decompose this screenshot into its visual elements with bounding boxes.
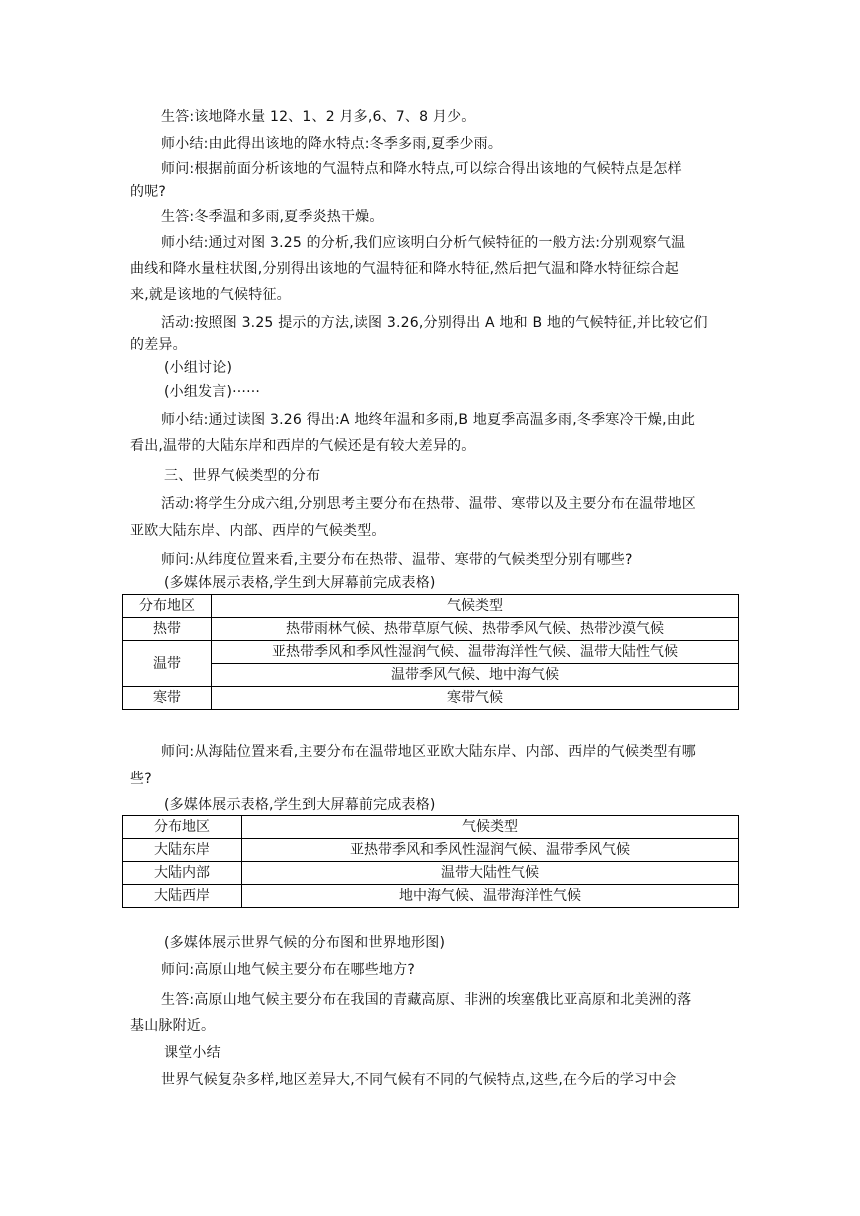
table-row: [123, 885, 739, 908]
table-cell: 大陆内部: [123, 862, 242, 885]
table-header-cell: 分布地区: [123, 595, 212, 618]
paragraph-line: 的呢?: [130, 184, 167, 200]
table-cell: 热带: [123, 618, 212, 641]
table-row: [123, 641, 739, 664]
table-cell: 温带大陆性气候: [242, 862, 739, 885]
paragraph-line: (小组讨论): [164, 360, 233, 376]
table-row: [123, 664, 739, 687]
table-header-row: [123, 816, 739, 839]
paragraph-line: (多媒体展示世界气候的分布图和世界地形图): [164, 935, 446, 951]
paragraph-line: 生答:该地降水量 12、1、2 月多,6、7、8 月少。: [161, 109, 476, 125]
section-heading: 课堂小结: [164, 1045, 221, 1061]
paragraph-line: 师小结:通过读图 3.26 得出:A 地终年温和多雨,B 地夏季高温多雨,冬季寒冷干燥,由此: [161, 412, 696, 428]
paragraph-line: 来,就是该地的气候特征。: [130, 287, 291, 303]
paragraph-line: 看出,温带的大陆东岸和西岸的气候还是有较大差异的。: [130, 438, 476, 454]
table-header-row: [123, 595, 739, 618]
section-heading: 三、世界气候类型的分布: [164, 468, 321, 484]
table-cell: 寒带气候: [212, 687, 739, 710]
paragraph-line: 些?: [130, 771, 152, 787]
paragraph-line: (多媒体展示表格,学生到大屏幕前完成表格): [164, 575, 436, 591]
table-cell: 亚热带季风和季风性湿润气候、温带海洋性气候、温带大陆性气候: [212, 641, 739, 664]
table-row: [123, 618, 739, 641]
paragraph-line: 活动:按照图 3.25 提示的方法,读图 3.26,分别得出 A 地和 B 地的气候特征,并比较它们: [161, 315, 708, 331]
table-cell: 温带季风气候、地中海气候: [212, 664, 739, 687]
table-row: [123, 839, 739, 862]
table-row: [123, 687, 739, 710]
paragraph-line: 师小结:由此得出该地的降水特点:冬季多雨,夏季少雨。: [161, 136, 503, 152]
paragraph-line: 的差异。: [130, 337, 187, 353]
table-header-cell: 分布地区: [123, 816, 242, 839]
table-row: [123, 862, 739, 885]
table-cell: 地中海气候、温带海洋性气候: [242, 885, 739, 908]
table-header-cell: 气候类型: [242, 816, 739, 839]
paragraph-line: 基山脉附近。: [130, 1018, 216, 1034]
climate-table-latitude: [122, 594, 739, 710]
table-cell: 温带: [123, 641, 212, 687]
paragraph-line: 活动:将学生分成六组,分别思考主要分布在热带、温带、寒带以及主要分布在温带地区: [161, 496, 696, 512]
paragraph-line: 师小结:通过对图 3.25 的分析,我们应该明白分析气候特征的一般方法:分别观察气温: [161, 235, 686, 251]
table-header-cell: 气候类型: [212, 595, 739, 618]
table-cell: 寒带: [123, 687, 212, 710]
table-cell: 大陆西岸: [123, 885, 242, 908]
paragraph-line: 师问:高原山地气候主要分布在哪些地方?: [161, 962, 415, 978]
paragraph-line: 师问:从海陆位置来看,主要分布在温带地区亚欧大陆东岸、内部、西岸的气候类型有哪: [161, 744, 696, 760]
table-cell: 热带雨林气候、热带草原气候、热带季风气候、热带沙漠气候: [212, 618, 739, 641]
table-cell: 亚热带季风和季风性湿润气候、温带季风气候: [242, 839, 739, 862]
paragraph-line: 师问:根据前面分析该地的气温特点和降水特点,可以综合得出该地的气候特点是怎样: [161, 161, 682, 177]
paragraph-line: 曲线和降水量柱状图,分别得出该地的气温特征和降水特征,然后把气温和降水特征综合起: [130, 261, 679, 277]
paragraph-line: 生答:高原山地气候主要分布在我国的青藏高原、非洲的埃塞俄比亚高原和北美洲的落: [161, 992, 692, 1008]
paragraph-line: 生答:冬季温和多雨,夏季炎热干燥。: [161, 209, 384, 225]
climate-table-ocean-land: [122, 815, 739, 908]
paragraph-line: (多媒体展示表格,学生到大屏幕前完成表格): [164, 797, 436, 813]
paragraph-line: (小组发言)······: [164, 384, 261, 400]
paragraph-line: 亚欧大陆东岸、内部、西岸的气候类型。: [130, 523, 386, 539]
paragraph-line: 师问:从纬度位置来看,主要分布在热带、温带、寒带的气候类型分别有哪些?: [161, 552, 633, 568]
table-cell: 大陆东岸: [123, 839, 242, 862]
paragraph-line: 世界气候复杂多样,地区差异大,不同气候有不同的气候特点,这些,在今后的学习中会: [161, 1072, 677, 1088]
